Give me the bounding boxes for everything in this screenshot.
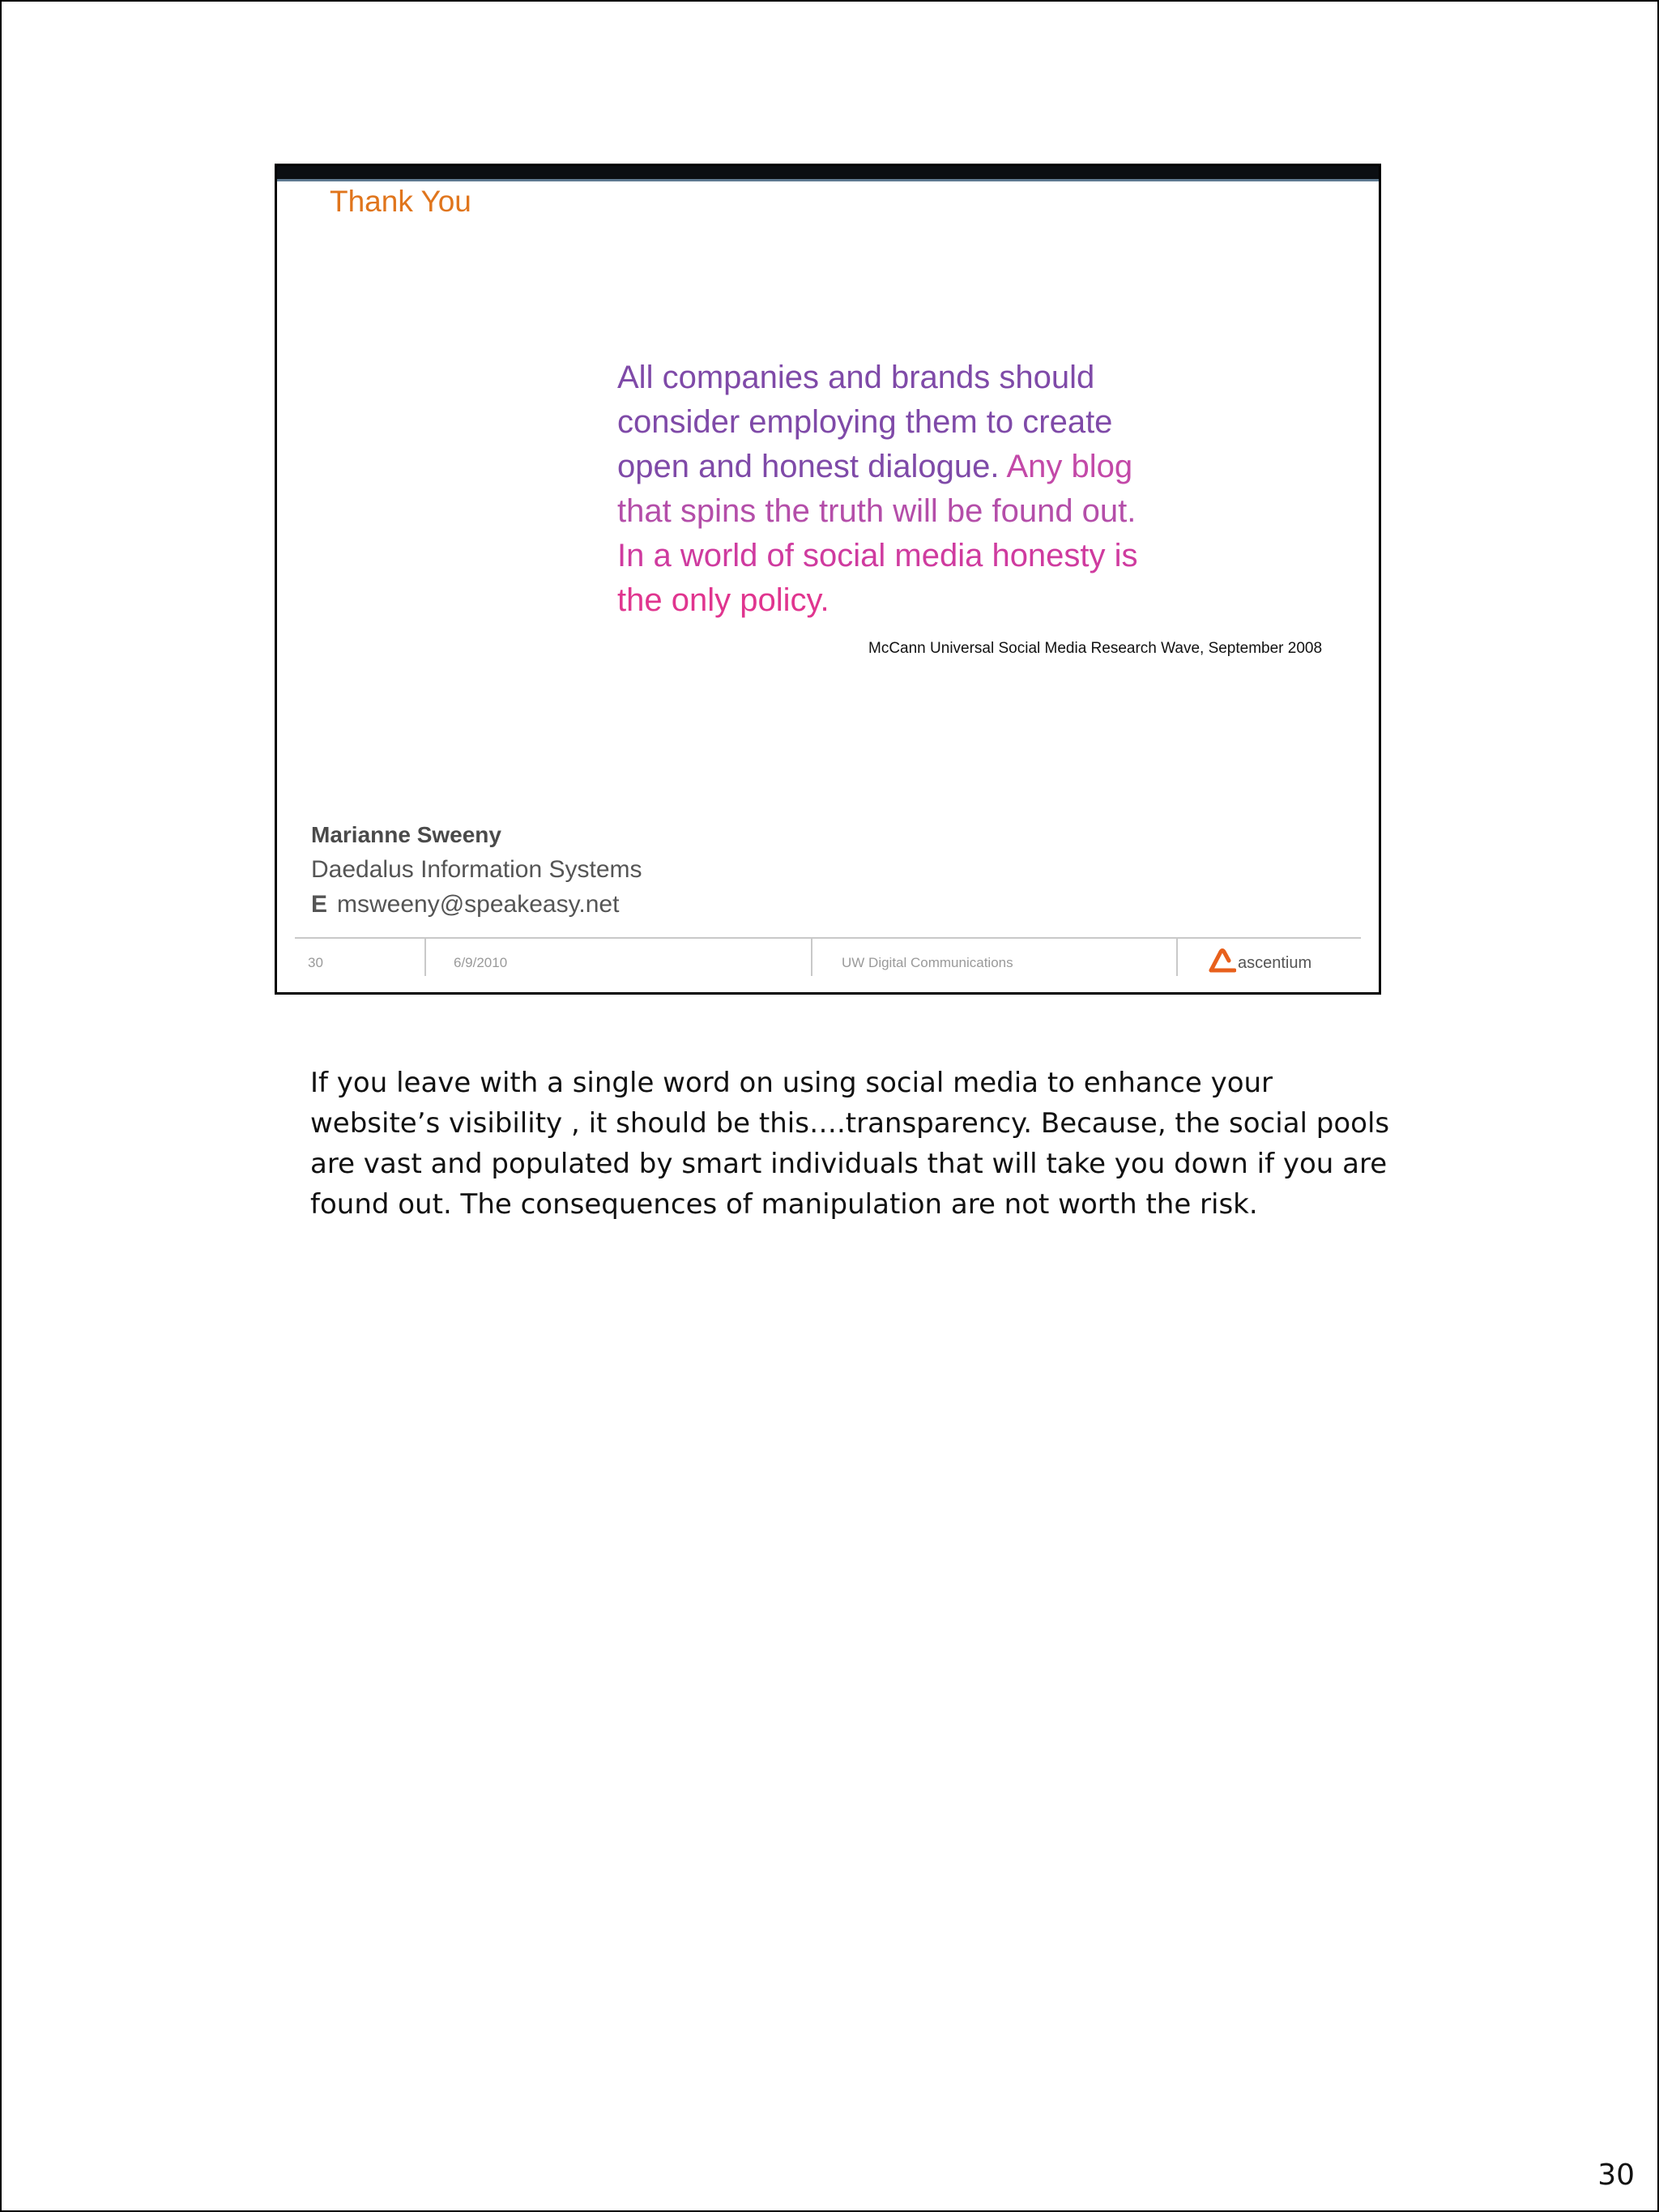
quote-text: In a world of social media honesty is — [617, 538, 1138, 573]
quote-text: consider employing them to create — [617, 404, 1113, 440]
ascentium-logo — [1209, 948, 1311, 973]
quote-line — [617, 578, 1249, 623]
contact-block — [311, 817, 642, 922]
contact-company: Daedalus Information Systems — [311, 856, 642, 883]
footer-divider — [1176, 939, 1178, 976]
footer-divider — [811, 939, 812, 976]
slide-top-bar-accent — [277, 179, 1379, 181]
footer-course: UW Digital Communications — [842, 955, 1013, 970]
slide-top-bar — [277, 166, 1379, 179]
quote-line — [617, 356, 1249, 400]
notes-line: If you leave with a single word on using social media to enhance your — [310, 1067, 1273, 1099]
logo-wordmark: ascentium — [1238, 954, 1312, 972]
contact-email-row — [311, 887, 642, 922]
contact-name: Marianne Sweeny — [311, 822, 501, 847]
speaker-notes — [310, 1063, 1388, 1225]
email-label: E — [311, 891, 328, 918]
footer-divider — [424, 939, 426, 976]
footer-date: 6/9/2010 — [454, 955, 508, 970]
slide-thumbnail — [275, 164, 1381, 995]
quote-line — [617, 400, 1249, 445]
quote-line — [617, 445, 1249, 489]
notes-line: website’s visibility , it should be this….transparency. Because, the social pools — [310, 1107, 1390, 1140]
quote-text: the only policy. — [617, 582, 830, 618]
contact-email: msweeny@speakeasy.net — [337, 891, 620, 918]
footer-rule — [295, 937, 1361, 939]
quote-text: open and honest dialogue. — [617, 449, 1000, 484]
quote-source: McCann Universal Social Media Research Wave, September 2008 — [868, 640, 1323, 657]
ascentium-logo-icon — [1209, 948, 1236, 973]
quote-block — [617, 356, 1249, 623]
quote-line — [617, 489, 1249, 534]
footer-slide-number: 30 — [308, 955, 323, 970]
notes-line: are vast and populated by smart individuals that will take you down if you are — [310, 1148, 1388, 1180]
quote-text: All companies and brands should — [617, 360, 1095, 395]
quote-text: Any blog — [999, 449, 1133, 484]
page-number: 30 — [1597, 2159, 1635, 2192]
quote-line — [617, 534, 1249, 578]
notes-line: found out. The consequences of manipulation are not worth the risk. — [310, 1188, 1258, 1221]
quote-text: that spins the truth will be found out. — [617, 493, 1137, 529]
slide-title: Thank You — [330, 185, 471, 218]
